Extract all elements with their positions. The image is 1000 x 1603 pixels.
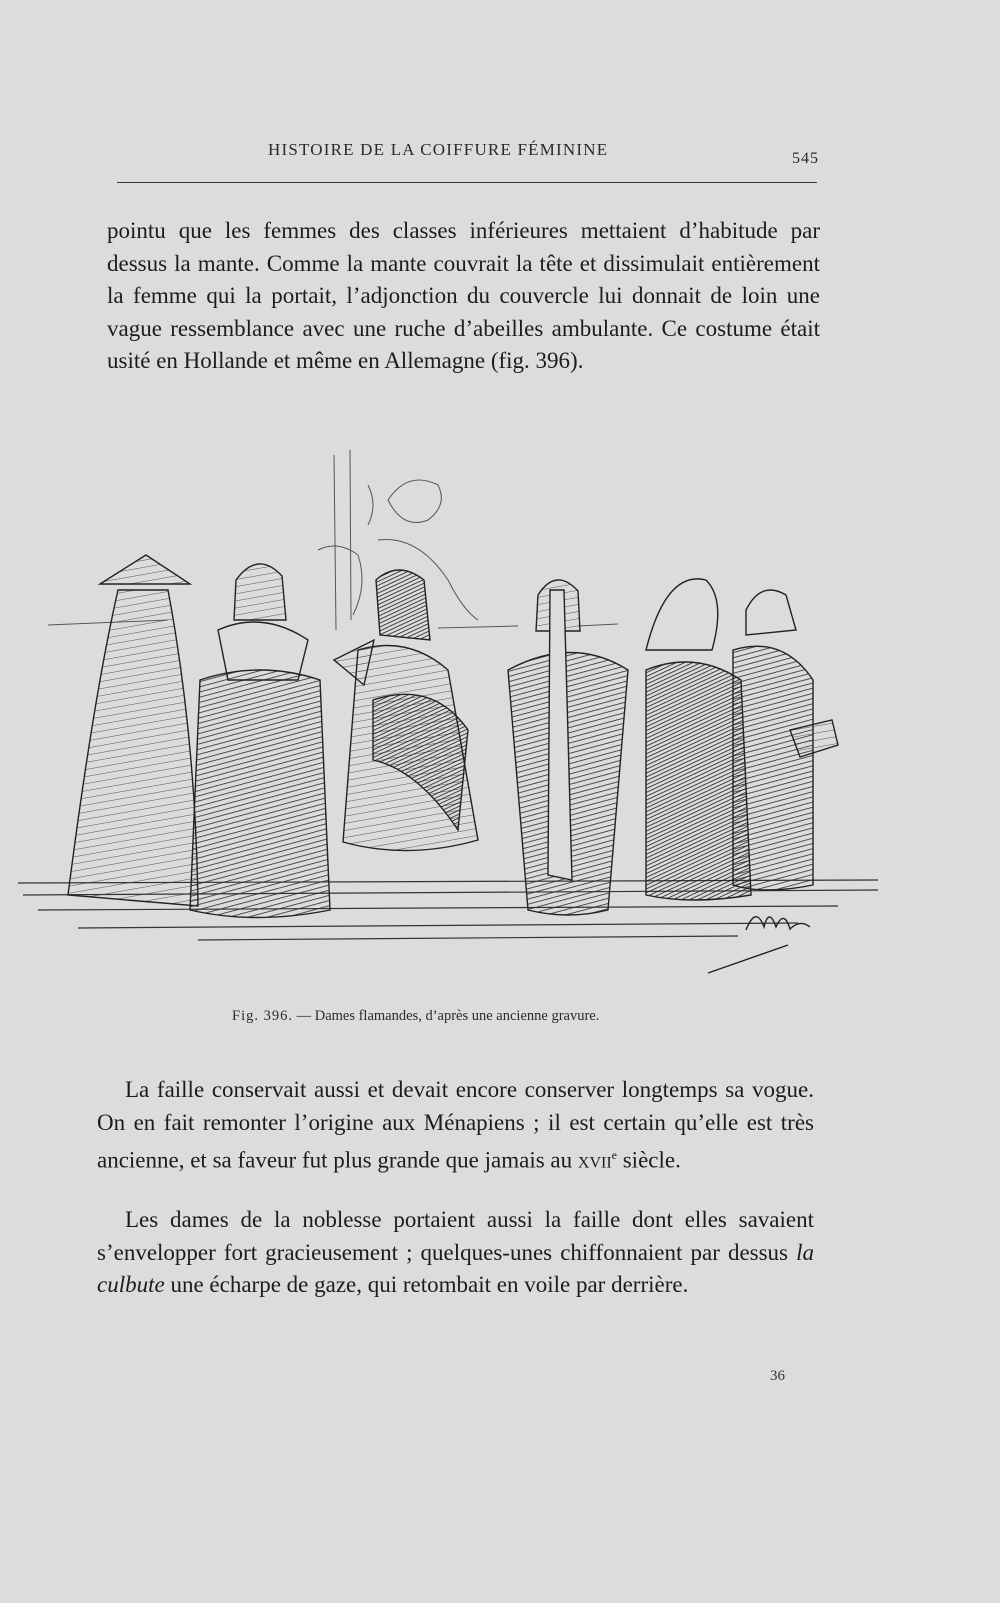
paragraph-2-end: siècle.: [616, 1147, 681, 1173]
century-superscript: e: [611, 1148, 617, 1162]
header-rule: [117, 182, 817, 183]
woman-beehive-mantle: [68, 555, 198, 906]
caption-dash: —: [292, 1008, 315, 1024]
paragraph-1: pointu que les femmes des classes inférieures mettaient d’habitude par dessus la mante. Comme la mante couvrait la tête et dissimulait entièrement la femme qui la portait, l’adjonction du couvercle lui donnait de loin une vague ressemblance avec une ruche d’abeilles ambulante. Ce costume était usité en Hollande et même en Allemagne (fig. 396).: [107, 218, 820, 373]
italic-term: la culbute: [97, 1239, 814, 1297]
century-numeral: xvii: [577, 1147, 612, 1173]
caption-text: Dames flamandes, d’après une ancienne gravure.: [314, 1008, 600, 1024]
page-number: 545: [792, 150, 819, 167]
paragraph-3: [97, 1204, 814, 1302]
paragraph-2-start: La faille conservait aussi et devait encore conserver longtemps sa vogue. On en fait remonter l’origine aux Ménapiens ; il est certain qu’elle est très ancienne, et sa faveur fut plus grande que jamais au: [97, 1077, 814, 1173]
figure-label: Fig. 396.: [232, 1008, 293, 1024]
paragraph-3-start: Les dames de la noblesse portaient aussi la faille dont elles savaient s’envelopper fort gracieusement ; quelques-unes chiffonnaient par dessus: [97, 1207, 814, 1265]
figure-caption: [232, 1008, 692, 1025]
woman-with-basket: [733, 590, 838, 890]
woman-with-fan: [334, 570, 478, 851]
signature-mark: 36: [770, 1368, 785, 1384]
artist-signature: [708, 917, 810, 973]
woman-lace-collar: [190, 564, 330, 918]
running-title: HISTOIRE DE LA COIFFURE FÉMININE: [268, 140, 609, 159]
woman-long-veil: [508, 580, 628, 915]
paragraph-2: [97, 1074, 814, 1177]
figure-illustration: [18, 440, 900, 1010]
paragraph-3-end: une écharpe de gaze, qui retombait en voile par derrière.: [164, 1272, 689, 1297]
